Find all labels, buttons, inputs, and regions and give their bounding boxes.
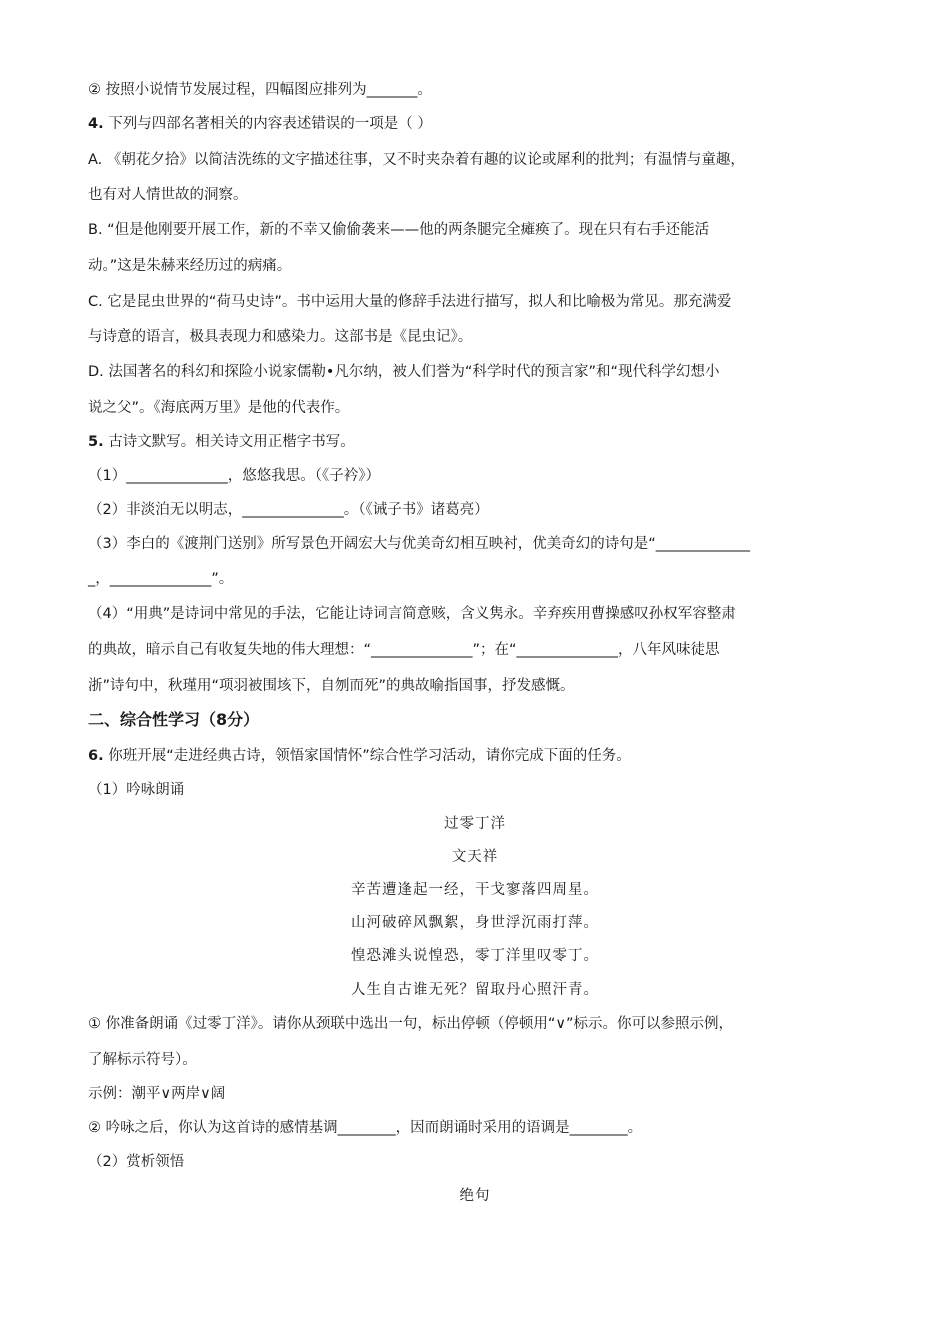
section-2-heading: 二、综合性学习（8分） <box>88 710 260 729</box>
question-number: 4. <box>88 116 104 132</box>
q5-item-2: （2）非淡泊无以明志，______________。（《诫子书》诸葛亮） <box>88 502 489 518</box>
poem-verse: 辛苦遭逢起一经，干戈寥落四周星。 <box>351 882 599 898</box>
q6-task-2: ② 吟咏之后，你认为这首诗的感情基调________，因而朗诵时采用的语调是________。 <box>88 1120 643 1136</box>
question-number: 6. <box>88 748 104 764</box>
q6-task-1-line1: ① 你准备朗诵《过零丁洋》。请你从颈联中选出一句，标出停顿（停顿用“∨”标示。你可以参照示例， <box>88 1016 733 1032</box>
question-text: 你班开展“走进经典古诗，领悟家国情怀”综合性学习活动，请你完成下面的任务。 <box>103 748 631 764</box>
question-5-stem <box>88 432 862 452</box>
q5-item-4-line3: 浙”诗句中，秋瑾用“项羽被围垓下，自刎而死”的典故喻指国事，抒发感慨。 <box>88 678 575 694</box>
q6-part-1-heading: （1）吟咏朗诵 <box>88 782 185 798</box>
q6-task-1-line2: 了解标示符号）。 <box>88 1052 197 1068</box>
question-text: 下列与四部名著相关的内容表述错误的一项是（ ） <box>103 116 432 132</box>
option-d-line2: 说之父”。《海底两万里》是他的代表作。 <box>88 400 350 416</box>
option-a-line2: 也有对人情世故的洞察。 <box>88 187 248 203</box>
q6-example: 示例：潮平∨两岸∨阔 <box>88 1086 226 1102</box>
option-a-line1: A. 《朝花夕拾》以简洁洗练的文字描述往事，又不时夹杂着有趣的议论或犀利的批判；有温情与童趣， <box>88 152 745 168</box>
option-c-line1: C. 它是昆虫世界的“荷马史诗”。书中运用大量的修辞手法进行描写，拟人和比喻极为常见。那充满爱 <box>88 294 732 310</box>
q5-item-3-line1: （3）李白的《渡荆门送别》所写景色开阔宏大与优美奇幻相互映衬，优美奇幻的诗句是“_____________ <box>88 536 750 552</box>
question-6-stem <box>88 746 862 766</box>
question-4-stem <box>88 114 862 134</box>
question-number: 5. <box>88 434 104 450</box>
poem-verse: 山河破碎风飘絮，身世浮沉雨打萍。 <box>351 915 599 931</box>
option-b-line2: 动。”这是朱赫来经历过的病痛。 <box>88 258 292 274</box>
option-d-line1: D. 法国著名的科幻和探险小说家儒勒•凡尔纳，被人们誉为“科学时代的预言家”和“现代科学幻想小 <box>88 364 720 380</box>
poem-verse: 人生自古谁无死？留取丹心照汗青。 <box>351 982 599 998</box>
option-b-line1: B. “但是他刚要开展工作，新的不幸又偷偷袭来——他的两条腿完全瘫痪了。现在只有右手还能活 <box>88 222 710 238</box>
q5-item-3-line2: _，______________”。 <box>88 571 234 587</box>
q5-item-4-line2: 的典故，暗示自己有收复失地的伟大理想：“______________”；在“______________，八年风味徒思 <box>88 642 720 658</box>
option-c-line2: 与诗意的语言，极具表现力和感染力。这部书是《昆虫记》。 <box>88 329 473 345</box>
poem-2-title: 绝句 <box>459 1188 491 1204</box>
poem-title: 过零丁洋 <box>444 816 506 832</box>
poem-verse: 惶恐滩头说惶恐，零丁洋里叹零丁。 <box>351 948 599 964</box>
q5-item-4-line1: （4）“用典”是诗词中常见的手法，它能让诗词言简意赅，含义隽永。辛弃疾用曹操感叹孙权军容整肃 <box>88 606 736 622</box>
poem-author: 文天祥 <box>451 849 499 865</box>
q3-ordering-line: ② 按照小说情节发展过程，四幅图应排列为_______。 <box>88 82 432 98</box>
q6-part-2-heading: （2）赏析领悟 <box>88 1154 185 1170</box>
question-text: 古诗文默写。相关诗文用正楷字书写。 <box>103 434 355 450</box>
q5-item-1: （1）______________，悠悠我思。（《子衿》） <box>88 468 380 484</box>
